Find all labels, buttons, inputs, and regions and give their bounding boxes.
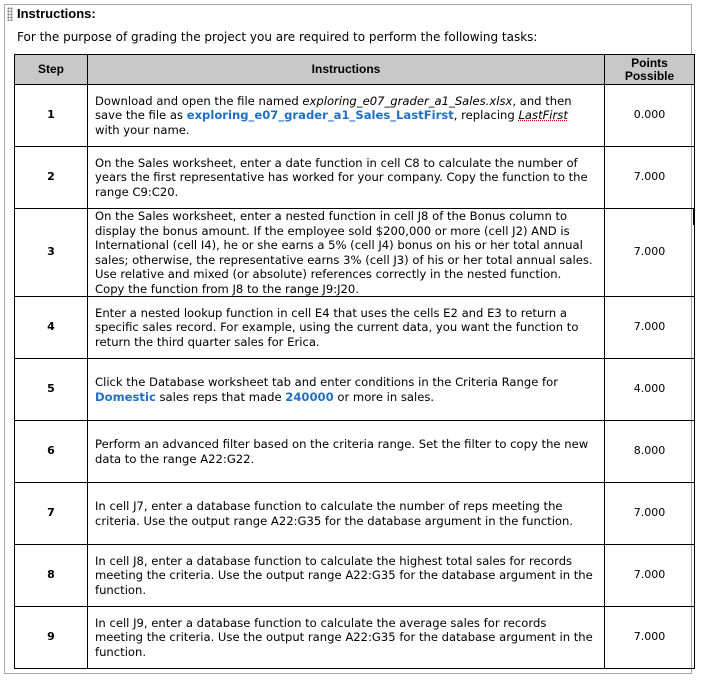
step-number: 6 — [15, 421, 88, 483]
instruction-fragment: Click the Database worksheet tab and enter conditions in the Criteria Range for — [95, 375, 558, 389]
points-value: 8.000 — [605, 421, 695, 483]
table-row — [15, 607, 695, 669]
instruction-fragment: , replacing — [453, 108, 519, 123]
step-number: 1 — [15, 85, 88, 147]
step-number: 3 — [15, 209, 88, 297]
instruction-text: In cell J7, enter a database function to calculate the number of reps meeting the criteria. Use the output range A22:G35 for the database argument in the function. — [88, 483, 605, 545]
points-value: 0.000 — [605, 85, 695, 147]
step-number: 4 — [15, 297, 88, 359]
lastfirst-placeholder: LastFirst — [518, 108, 568, 123]
table-row — [15, 147, 695, 209]
points-value: 7.000 — [605, 607, 695, 669]
step-number: 7 — [15, 483, 88, 545]
instructions-column-header: Instructions — [88, 55, 605, 85]
step-number: 5 — [15, 359, 88, 421]
criteria-amount: 240000 — [285, 389, 334, 404]
instruction-fragment: with your name. — [95, 122, 190, 137]
points-value: 7.000 — [605, 147, 695, 209]
step-number: 9 — [15, 607, 88, 669]
instruction-text: In cell J9, enter a database function to calculate the average sales for records meeting the criteria. Use the output range A22:G35 for the database argument in the function. — [88, 607, 605, 669]
source-filename: exploring_e07_grader_a1_Sales.xlsx — [302, 93, 513, 108]
points-value: 7.000 — [605, 209, 695, 297]
points-column-header: Points Possible — [605, 55, 695, 85]
table-row — [15, 483, 695, 545]
table-header-row — [15, 55, 695, 85]
instruction-text: Perform an advanced filter based on the criteria range. Set the filter to copy the new data to the range A22:G22. — [88, 421, 605, 483]
points-value: 7.000 — [605, 545, 695, 607]
target-filename: exploring_e07_grader_a1_Sales_LastFirst — [186, 108, 454, 123]
instructions-table — [14, 54, 695, 669]
table-row — [15, 209, 695, 297]
page-title: Instructions: — [17, 6, 96, 21]
table-row — [15, 359, 695, 421]
instruction-text — [88, 85, 605, 147]
table-row — [15, 297, 695, 359]
step-number: 8 — [15, 545, 88, 607]
instruction-text: Enter a nested lookup function in cell E4 that uses the cells E2 and E3 to return a specific sales record. For example, using the current data, you want the function to return the third quarter sales for Erica. — [88, 297, 605, 359]
criteria-domestic: Domestic — [95, 389, 156, 404]
instruction-fragment: Download and open the file named — [95, 93, 303, 108]
points-value: 4.000 — [605, 359, 695, 421]
instruction-fragment: or more in sales. — [333, 389, 435, 404]
instruction-text: On the Sales worksheet, enter a nested function in cell J8 of the Bonus column to display the bonus amount. If the employee sold $200,000 or more (cell J2) AND is International (cell I4), he or she earns a 5% (cell J4) bonus on his or her total annual sales; otherwise, the representative earns 3% (cell J3) of his or her total annual sales. Use relative and mixed (or absolute) references correctly in the nested function. Copy the function from J8 to the range J9:J20. — [88, 209, 605, 297]
table-move-handle-icon[interactable] — [7, 7, 13, 21]
instruction-text: On the Sales worksheet, enter a date function in cell C8 to calculate the number of years the first representative has worked for your company. Copy the function to the range C9:C20. — [88, 147, 605, 209]
step-column-header: Step — [15, 55, 88, 85]
table-row — [15, 421, 695, 483]
purpose-text: For the purpose of grading the project you are required to perform the following tasks: — [17, 30, 538, 44]
step-number: 2 — [15, 147, 88, 209]
instruction-fragment: , and then save the file as — [95, 93, 572, 123]
instruction-fragment: sales reps that made — [155, 389, 286, 404]
points-value: 7.000 — [605, 297, 695, 359]
points-value: 7.000 — [605, 483, 695, 545]
instruction-text: In cell J8, enter a database function to calculate the highest total sales for records meeting the criteria. Use the output range A22:G35 for the database argument in the function. — [88, 545, 605, 607]
table-row — [15, 545, 695, 607]
table-row — [15, 85, 695, 147]
instruction-text — [88, 359, 605, 421]
